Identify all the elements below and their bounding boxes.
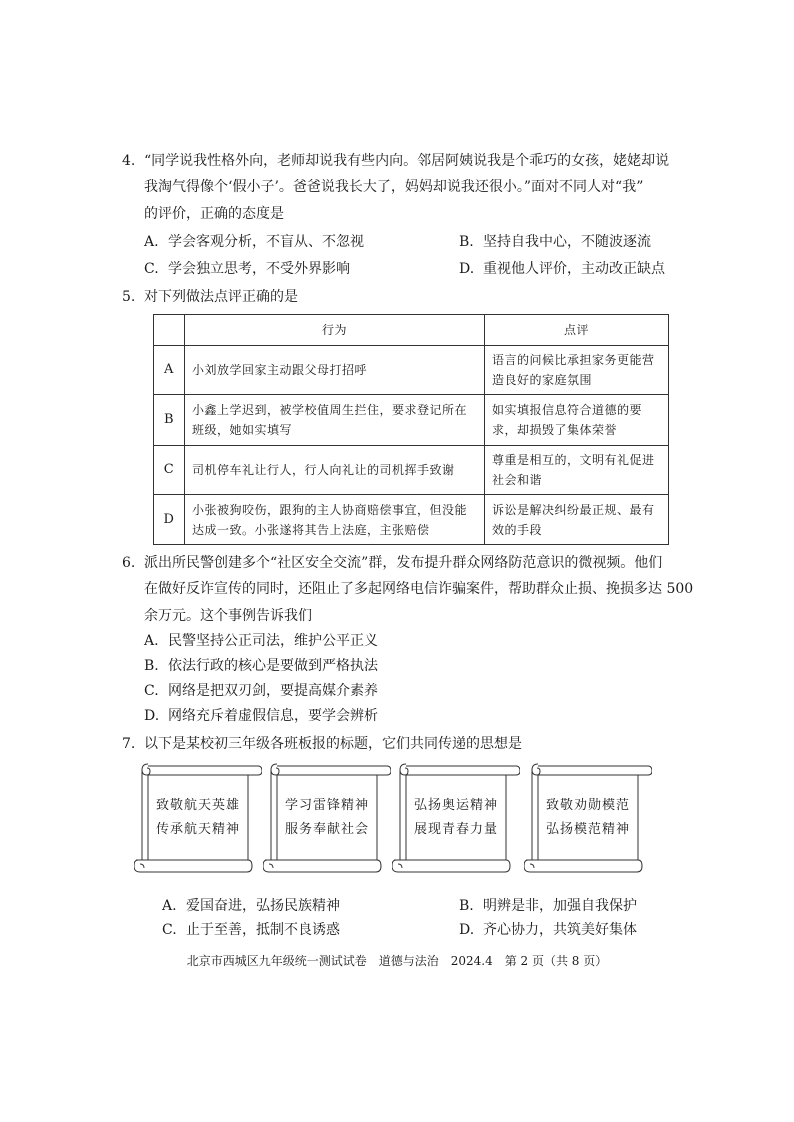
row-key: A [154,346,185,395]
option-text: 爱国奋进，弘扬民族精神 [186,898,340,914]
option-key: C. [144,261,159,277]
option-c[interactable] [144,678,378,704]
scroll-title-line: 服务奉献社会 [284,822,369,837]
option-text: 齐心协力，共筑美好集体 [483,922,637,938]
scroll-title-line: 学习雷锋精神 [284,798,369,813]
option-text: 网络是把双刃剑，要提高媒介素养 [168,683,378,699]
option-a[interactable] [144,628,378,654]
option-d[interactable] [459,256,665,282]
scroll-banner [392,760,520,878]
option-key: B. [144,658,159,674]
question-number: 7. [122,736,136,752]
option-text: 民警坚持公正司法，维护公平正义 [168,633,378,649]
question-number: 6. [122,555,136,571]
option-text: 止于至善，抵制不良诱惑 [186,922,340,938]
option-key: D. [144,708,160,724]
scroll-banner [134,760,262,878]
option-text: 学会客观分析，不盲从、不忽视 [168,234,364,250]
question-stem: 对下列做法点评正确的是 [144,289,298,305]
option-text: 网络充斥着虚假信息，要学会辨析 [168,708,378,724]
option-key: A. [162,898,177,914]
option-b[interactable] [459,229,651,255]
question-stem-line: 余万元。这个事例告诉我们 [144,608,312,624]
question-stem-line: 在做好反诈宣传的同时，还阻止了多起网络电信诈骗案件，帮助群众止损、挽损多达 500 [144,581,694,597]
row-comment: 尊重是相互的，文明有礼促进社会和谐 [485,446,669,495]
option-key: A. [144,633,159,649]
table-row[interactable] [154,446,669,495]
evaluation-table [153,314,669,545]
row-key: C [154,446,185,495]
option-text: 坚持自我中心，不随波逐流 [483,234,651,250]
option-text: 明辨是非，加强自我保护 [483,898,637,914]
scroll-title-line: 传承航天精神 [155,822,240,837]
option-a[interactable] [144,229,364,255]
option-d[interactable] [459,917,637,943]
option-key: C. [144,683,159,699]
row-action: 小刘放学回家主动跟父母打招呼 [185,346,485,395]
page-footer: 北京市西城区九年级统一测试试卷 道德与法治 2024.4 第 2 页（共 8 页） [186,954,608,968]
option-key: B. [459,234,474,250]
option-b[interactable] [459,893,637,919]
header-comment: 点评 [485,315,669,346]
option-key: A. [144,234,159,250]
table-header-row [154,315,669,346]
table-row[interactable] [154,395,669,446]
question-number: 5. [122,289,136,305]
scroll-banner [263,760,391,878]
question-stem-line: “同学说我性格外向，老师却说我有些内向。邻居阿姨说我是个乖巧的女孩，姥姥却说 [144,153,670,169]
question-number: 4. [122,153,136,169]
table-row[interactable] [154,495,669,545]
option-c[interactable] [162,917,340,943]
question-stem-line: 我淘气得像个‘假小子’。爸爸说我长大了，妈妈却说我还很小。”面对不同人对“我” [144,179,644,195]
option-text: 学会独立思考，不受外界影响 [168,261,350,277]
scroll-title-line: 展现青春力量 [413,822,498,837]
question-stem: 以下是某校初三年级各班板报的标题，它们共同传递的思想是 [144,736,522,752]
option-key: D. [459,922,475,938]
row-action: 小鑫上学迟到，被学校值周生拦住，要求登记所在班级，她如实填写 [185,395,485,446]
table-row[interactable] [154,346,669,395]
row-action: 小张被狗咬伤，跟狗的主人协商赔偿事宜，但没能达成一致。小张遂将其告上法庭，主张赔偿 [185,495,485,545]
header-empty-cell [154,315,185,346]
option-d[interactable] [144,703,378,729]
row-comment: 语言的问候比承担家务更能营造良好的家庭氛围 [485,346,669,395]
scroll-title-line: 弘扬模范精神 [545,822,630,837]
row-key: D [154,495,185,545]
row-comment: 诉讼是解决纠纷最正规、最有效的手段 [485,495,669,545]
option-text: 依法行政的核心是要做到严格执法 [168,658,378,674]
option-a[interactable] [162,893,340,919]
option-b[interactable] [144,653,378,679]
option-key: B. [459,898,474,914]
option-c[interactable] [144,256,350,282]
row-comment: 如实填报信息符合道德的要求，却损毁了集体荣誉 [485,395,669,446]
option-text: 重视他人评价，主动改正缺点 [483,261,665,277]
scroll-title-line: 致敬航天英雄 [155,798,240,813]
row-action: 司机停车礼让行人，行人向礼让的司机挥手致谢 [185,446,485,495]
option-key: C. [162,922,177,938]
scroll-title-line: 致敬劝勋模范 [545,798,630,813]
question-stem-line: 派出所民警创建多个“社区安全交流”群，发布提升群众网络防范意识的微视频。他们 [144,555,663,571]
scroll-title-line: 弘扬奥运精神 [413,798,498,813]
scroll-banner [524,760,652,878]
header-action: 行为 [185,315,485,346]
row-key: B [154,395,185,446]
question-stem-line: 的评价，正确的态度是 [144,206,284,222]
option-key: D. [459,261,475,277]
